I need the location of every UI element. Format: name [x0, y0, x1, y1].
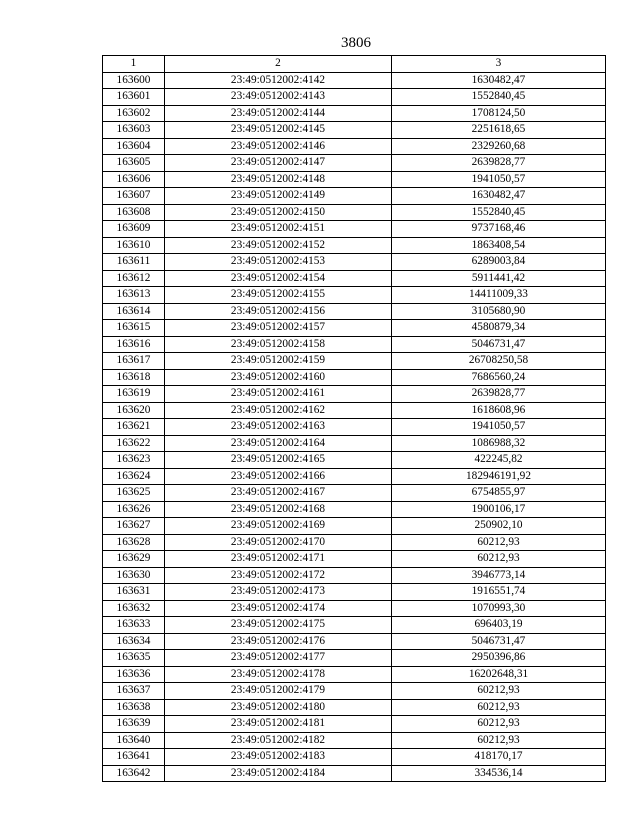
table-row	[103, 171, 606, 188]
row-number-cell: 163642	[103, 765, 165, 782]
table-row	[103, 303, 606, 320]
table-row	[103, 683, 606, 700]
table-row	[103, 287, 606, 304]
table-row	[103, 633, 606, 650]
cadastral-number-cell: 23:49:0512002:4148	[165, 171, 392, 188]
value-cell: 60212,93	[392, 683, 606, 700]
table-row	[103, 699, 606, 716]
row-number-cell: 163620	[103, 402, 165, 419]
row-number-cell: 163623	[103, 452, 165, 469]
value-cell: 1630482,47	[392, 72, 606, 89]
row-number-cell: 163630	[103, 567, 165, 584]
row-number-cell: 163616	[103, 336, 165, 353]
table-row	[103, 122, 606, 139]
cadastral-number-cell: 23:49:0512002:4180	[165, 699, 392, 716]
cadastral-number-cell: 23:49:0512002:4170	[165, 534, 392, 551]
row-number-cell: 163613	[103, 287, 165, 304]
table-row	[103, 204, 606, 221]
value-cell: 1941050,57	[392, 419, 606, 436]
value-cell: 60212,93	[392, 732, 606, 749]
row-number-cell: 163640	[103, 732, 165, 749]
cadastral-number-cell: 23:49:0512002:4150	[165, 204, 392, 221]
row-number-cell: 163629	[103, 551, 165, 568]
row-number-cell: 163633	[103, 617, 165, 634]
column-header-3: 3	[392, 56, 606, 73]
value-cell: 1941050,57	[392, 171, 606, 188]
value-cell: 14411009,33	[392, 287, 606, 304]
value-cell: 1863408,54	[392, 237, 606, 254]
table-row	[103, 221, 606, 238]
row-number-cell: 163634	[103, 633, 165, 650]
value-cell: 2639828,77	[392, 386, 606, 403]
row-number-cell: 163625	[103, 485, 165, 502]
table-row	[103, 254, 606, 271]
value-cell: 5911441,42	[392, 270, 606, 287]
row-number-cell: 163611	[103, 254, 165, 271]
value-cell: 60212,93	[392, 534, 606, 551]
cadastral-number-cell: 23:49:0512002:4176	[165, 633, 392, 650]
cadastral-number-cell: 23:49:0512002:4178	[165, 666, 392, 683]
value-cell: 1916551,74	[392, 584, 606, 601]
value-cell: 1630482,47	[392, 188, 606, 205]
value-cell: 250902,10	[392, 518, 606, 535]
value-cell: 422245,82	[392, 452, 606, 469]
value-cell: 1070993,30	[392, 600, 606, 617]
table-row	[103, 386, 606, 403]
value-cell: 16202648,31	[392, 666, 606, 683]
value-cell: 1708124,50	[392, 105, 606, 122]
value-cell: 2329260,68	[392, 138, 606, 155]
row-number-cell: 163602	[103, 105, 165, 122]
value-cell: 5046731,47	[392, 633, 606, 650]
cadastral-number-cell: 23:49:0512002:4181	[165, 716, 392, 733]
value-cell: 60212,93	[392, 699, 606, 716]
value-cell: 6289003,84	[392, 254, 606, 271]
table-row	[103, 650, 606, 667]
value-cell: 7686560,24	[392, 369, 606, 386]
row-number-cell: 163617	[103, 353, 165, 370]
cadastral-number-cell: 23:49:0512002:4142	[165, 72, 392, 89]
cadastral-number-cell: 23:49:0512002:4146	[165, 138, 392, 155]
value-cell: 26708250,58	[392, 353, 606, 370]
table-header	[103, 56, 606, 73]
cadastral-number-cell: 23:49:0512002:4179	[165, 683, 392, 700]
row-number-cell: 163612	[103, 270, 165, 287]
cadastral-number-cell: 23:49:0512002:4155	[165, 287, 392, 304]
table-row	[103, 452, 606, 469]
cadastral-number-cell: 23:49:0512002:4171	[165, 551, 392, 568]
register-table	[102, 55, 606, 782]
table-row	[103, 765, 606, 782]
table-row	[103, 716, 606, 733]
table-row	[103, 485, 606, 502]
table-row	[103, 666, 606, 683]
cadastral-number-cell: 23:49:0512002:4160	[165, 369, 392, 386]
row-number-cell: 163610	[103, 237, 165, 254]
header-row	[103, 56, 606, 73]
cadastral-number-cell: 23:49:0512002:4151	[165, 221, 392, 238]
table-row	[103, 617, 606, 634]
row-number-cell: 163606	[103, 171, 165, 188]
value-cell: 182946191,92	[392, 468, 606, 485]
table-row	[103, 138, 606, 155]
table-row	[103, 353, 606, 370]
table-row	[103, 270, 606, 287]
cadastral-number-cell: 23:49:0512002:4158	[165, 336, 392, 353]
row-number-cell: 163608	[103, 204, 165, 221]
row-number-cell: 163603	[103, 122, 165, 139]
row-number-cell: 163607	[103, 188, 165, 205]
row-number-cell: 163618	[103, 369, 165, 386]
value-cell: 1618608,96	[392, 402, 606, 419]
table-row	[103, 155, 606, 172]
row-number-cell: 163631	[103, 584, 165, 601]
row-number-cell: 163632	[103, 600, 165, 617]
cadastral-number-cell: 23:49:0512002:4168	[165, 501, 392, 518]
table-row	[103, 419, 606, 436]
row-number-cell: 163601	[103, 89, 165, 106]
cadastral-number-cell: 23:49:0512002:4164	[165, 435, 392, 452]
row-number-cell: 163600	[103, 72, 165, 89]
row-number-cell: 163641	[103, 749, 165, 766]
row-number-cell: 163619	[103, 386, 165, 403]
row-number-cell: 163636	[103, 666, 165, 683]
cadastral-number-cell: 23:49:0512002:4163	[165, 419, 392, 436]
cadastral-number-cell: 23:49:0512002:4153	[165, 254, 392, 271]
value-cell: 60212,93	[392, 716, 606, 733]
cadastral-number-cell: 23:49:0512002:4156	[165, 303, 392, 320]
row-number-cell: 163624	[103, 468, 165, 485]
row-number-cell: 163605	[103, 155, 165, 172]
table-row	[103, 89, 606, 106]
value-cell: 6754855,97	[392, 485, 606, 502]
table-row	[103, 188, 606, 205]
table-row	[103, 534, 606, 551]
row-number-cell: 163614	[103, 303, 165, 320]
cadastral-number-cell: 23:49:0512002:4143	[165, 89, 392, 106]
row-number-cell: 163626	[103, 501, 165, 518]
cadastral-number-cell: 23:49:0512002:4161	[165, 386, 392, 403]
value-cell: 3946773,14	[392, 567, 606, 584]
table-row	[103, 567, 606, 584]
page-number: 3806	[341, 35, 371, 51]
cadastral-number-cell: 23:49:0512002:4183	[165, 749, 392, 766]
cadastral-number-cell: 23:49:0512002:4166	[165, 468, 392, 485]
table-row	[103, 237, 606, 254]
table-row	[103, 468, 606, 485]
cadastral-number-cell: 23:49:0512002:4152	[165, 237, 392, 254]
value-cell: 334536,14	[392, 765, 606, 782]
row-number-cell: 163638	[103, 699, 165, 716]
value-cell: 1552840,45	[392, 204, 606, 221]
value-cell: 696403,19	[392, 617, 606, 634]
table-row	[103, 501, 606, 518]
cadastral-number-cell: 23:49:0512002:4173	[165, 584, 392, 601]
cadastral-number-cell: 23:49:0512002:4167	[165, 485, 392, 502]
table-row	[103, 732, 606, 749]
row-number-cell: 163639	[103, 716, 165, 733]
row-number-cell: 163628	[103, 534, 165, 551]
column-header-1: 1	[103, 56, 165, 73]
row-number-cell: 163622	[103, 435, 165, 452]
value-cell: 1900106,17	[392, 501, 606, 518]
table-row	[103, 551, 606, 568]
table-body	[103, 72, 606, 782]
cadastral-number-cell: 23:49:0512002:4145	[165, 122, 392, 139]
value-cell: 9737168,46	[392, 221, 606, 238]
cadastral-number-cell: 23:49:0512002:4157	[165, 320, 392, 337]
cadastral-number-cell: 23:49:0512002:4177	[165, 650, 392, 667]
cadastral-number-cell: 23:49:0512002:4174	[165, 600, 392, 617]
row-number-cell: 163615	[103, 320, 165, 337]
cadastral-number-cell: 23:49:0512002:4149	[165, 188, 392, 205]
table-row	[103, 435, 606, 452]
value-cell: 418170,17	[392, 749, 606, 766]
row-number-cell: 163604	[103, 138, 165, 155]
value-cell: 2950396,86	[392, 650, 606, 667]
table-row	[103, 518, 606, 535]
row-number-cell: 163635	[103, 650, 165, 667]
value-cell: 2639828,77	[392, 155, 606, 172]
cadastral-number-cell: 23:49:0512002:4172	[165, 567, 392, 584]
cadastral-number-cell: 23:49:0512002:4159	[165, 353, 392, 370]
value-cell: 1086988,32	[392, 435, 606, 452]
value-cell: 4580879,34	[392, 320, 606, 337]
cadastral-number-cell: 23:49:0512002:4154	[165, 270, 392, 287]
table-row	[103, 749, 606, 766]
table-row	[103, 320, 606, 337]
cadastral-number-cell: 23:49:0512002:4165	[165, 452, 392, 469]
column-header-2: 2	[165, 56, 392, 73]
cadastral-number-cell: 23:49:0512002:4184	[165, 765, 392, 782]
row-number-cell: 163609	[103, 221, 165, 238]
cadastral-number-cell: 23:49:0512002:4147	[165, 155, 392, 172]
value-cell: 5046731,47	[392, 336, 606, 353]
row-number-cell: 163621	[103, 419, 165, 436]
cadastral-number-cell: 23:49:0512002:4162	[165, 402, 392, 419]
value-cell: 2251618,65	[392, 122, 606, 139]
table-row	[103, 72, 606, 89]
value-cell: 1552840,45	[392, 89, 606, 106]
table-row	[103, 336, 606, 353]
cadastral-number-cell: 23:49:0512002:4182	[165, 732, 392, 749]
cadastral-number-cell: 23:49:0512002:4175	[165, 617, 392, 634]
cadastral-number-cell: 23:49:0512002:4169	[165, 518, 392, 535]
value-cell: 3105680,90	[392, 303, 606, 320]
cadastral-number-cell: 23:49:0512002:4144	[165, 105, 392, 122]
table-row	[103, 105, 606, 122]
table-row	[103, 402, 606, 419]
table-row	[103, 369, 606, 386]
row-number-cell: 163627	[103, 518, 165, 535]
table-row	[103, 600, 606, 617]
table-row	[103, 584, 606, 601]
row-number-cell: 163637	[103, 683, 165, 700]
value-cell: 60212,93	[392, 551, 606, 568]
